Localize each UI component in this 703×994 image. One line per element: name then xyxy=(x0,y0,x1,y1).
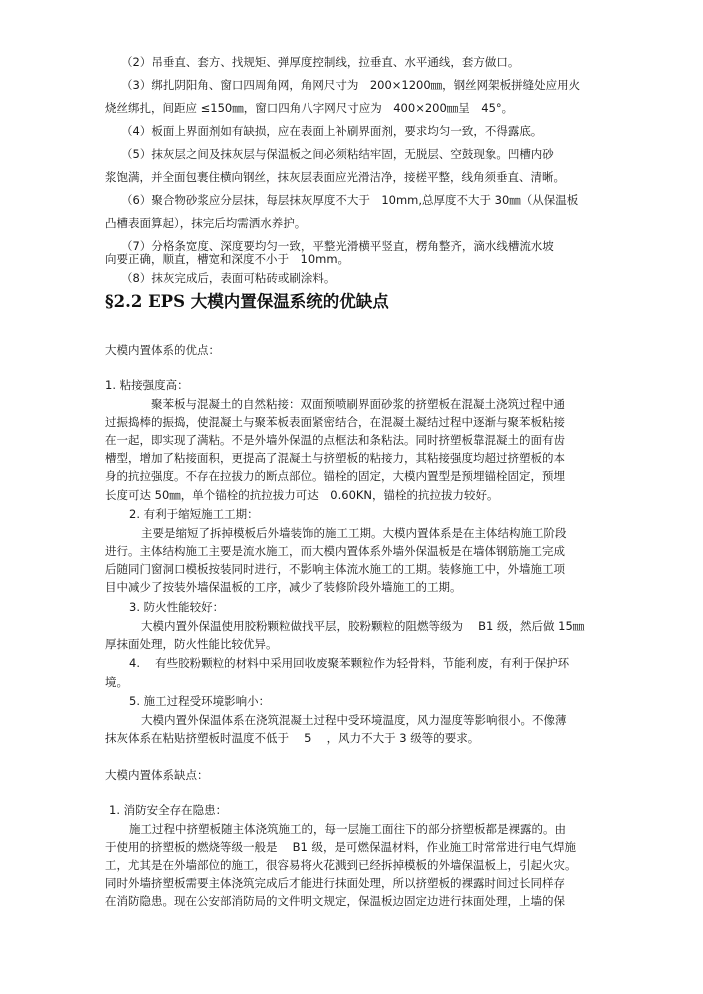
text-line: 在一起，即实现了满粘。不是外墙外保温的点框法和条粘法。同时挤塑板靠混凝土的面有齿 xyxy=(105,433,565,447)
list-item-title: 5. 施工过程受环境影响小： xyxy=(129,694,271,708)
text-line: （7）分格条宽度、深度要均匀一致，平整光滑横平竖直，楞角整齐，滴水线槽流水坡 xyxy=(121,239,554,253)
text-line: （6）聚合物砂浆应分层抹，每层抹灰厚度不大于 10mm,总厚度不大于 30㎜（从保温板 xyxy=(121,193,579,207)
list-item-title: 1. 消防安全存在隐患： xyxy=(109,803,228,817)
text-line: 后随同门窗洞口模板按装同时进行，不影响主体流水施工的工期。装修施工中，外墙施工项 xyxy=(105,562,565,576)
text-line: 槽型，增加了粘接面积，更提高了混凝土与挤塑板的粘接力，其粘接强度均超过挤塑板的本 xyxy=(105,451,565,465)
text-line: （3）绑扎阴阳角、窗口四周角网，角网尺寸为 200×1200㎜，钢丝网架板拼缝处应用火 xyxy=(121,78,581,92)
text-line: 主要是缩短了拆掉模板后外墙装饰的施工工期。大模内置体系是在主体结构施工阶段 xyxy=(141,526,567,540)
text-line: 大模内置外保温体系在浇筑混凝土过程中受环境温度，风力湿度等影响很小。不像薄 xyxy=(141,713,567,727)
list-item-title: 3. 防火性能较好： xyxy=(129,600,225,614)
text-line: 4. 有些胶粉颗粒的材料中采用回收废聚苯颗粒作为轻骨料，节能利废，有利于保护环 xyxy=(129,656,570,670)
text-line: 烧丝绑扎，间距应 ≤150㎜，窗口四角八字网尺寸应为 400×200㎜呈 45°。 xyxy=(105,101,514,115)
list-item-title: 2. 有利于缩短施工工期： xyxy=(129,507,259,521)
text-line: 于使用的挤塑板的燃烧等级一般是 B1 级，是可燃保温材料，作业施工时常常进行电气焊施 xyxy=(105,840,577,854)
text-line: （4）板面上界面剂如有缺损，应在表面上补刷界面剂，要求均匀一致，不得露底。 xyxy=(121,124,543,138)
text-line: 境。 xyxy=(105,675,128,689)
text-line: 施工过程中挤塑板随主体浇筑施工的，每一层施工面往下的部分挤塑板都是裸露的。由 xyxy=(129,822,566,836)
text-line: 抹灰体系在粘贴挤塑板时温度不低于 5 ，风力不大于 3 级等的要求。 xyxy=(105,731,480,745)
text-line: 大模内置外保温使用胶粉颗粒做找平层，胶粉颗粒的阻燃等级为 B1 级，然后做 15㎜ xyxy=(141,619,585,633)
text-line: 浆饱满，并全面包裹住横向钢丝，抹灰层表面应光滑洁净，接槎平整，线角须垂直、清晰。 xyxy=(105,170,565,184)
text-line: 进行。主体结构施工主要是流水施工，而大模内置体系外墙外保温板是在墙体钢筋施工完成 xyxy=(105,544,565,558)
text-line: 向要正确，顺直，槽宽和深度不小于 10mm。 xyxy=(105,252,350,266)
text-line: 长度可达 50㎜，单个锚栓的抗拉拔力可达 0.60KN，锚栓的抗拉拔力较好。 xyxy=(105,488,499,502)
text-line: 过振捣棒的振捣，使混凝土与聚苯板表面紧密结合，在混凝土凝结过程中逐渐与聚苯板粘接 xyxy=(105,415,565,429)
subsection-title: 大模内置体系的优点： xyxy=(105,343,220,357)
text-line: 工，尤其是在外墙部位的施工，很容易将火花溅到已经拆掉模板的外墙保温板上，引起火灾。 xyxy=(105,858,577,872)
text-line: （5）抹灰层之间及抹灰层与保温板之间必须粘结牢固，无脱层、空鼓现象。凹槽内砂 xyxy=(121,147,554,161)
text-line: 厚抹面处理，防火性能比较优异。 xyxy=(105,637,278,651)
text-line: （2）吊垂直、套方、找规矩、弹厚度控制线，拉垂直、水平通线，套方做口。 xyxy=(121,55,520,69)
text-line: 凸槽表面算起），抹完后均需洒水养护。 xyxy=(105,216,307,230)
text-line: 目中减少了按装外墙保温板的工序，减少了装修阶段外墙施工的工期。 xyxy=(105,580,462,594)
text-line: 在消防隐患。现在公安部消防局的文件明文规定，保温板边固定边进行抹面处理，上墙的保 xyxy=(105,894,565,908)
text-line: （8）抹灰完成后，表面可粘砖或刷涂料。 xyxy=(121,271,336,285)
list-item-title: 1. 粘接强度高： xyxy=(105,378,189,392)
text-line: 身的抗拉强度。不存在拉拔力的断点部位。锚栓的固定，大模内置型是预埋锚栓固定，预埋 xyxy=(105,469,565,483)
subsection-title: 大模内置体系缺点： xyxy=(105,768,209,782)
text-line: 同时外墙挤塑板需要主体浇筑完成后才能进行抹面处理，所以挤塑板的裸露时间过长同样存 xyxy=(105,876,565,890)
text-line: 聚苯板与混凝土的自然粘接：双面预喷刷界面砂浆的挤塑板在混凝土浇筑过程中通 xyxy=(151,397,565,411)
section-heading: §2.2 EPS 大模内置保温系统的优缺点 xyxy=(105,292,389,311)
